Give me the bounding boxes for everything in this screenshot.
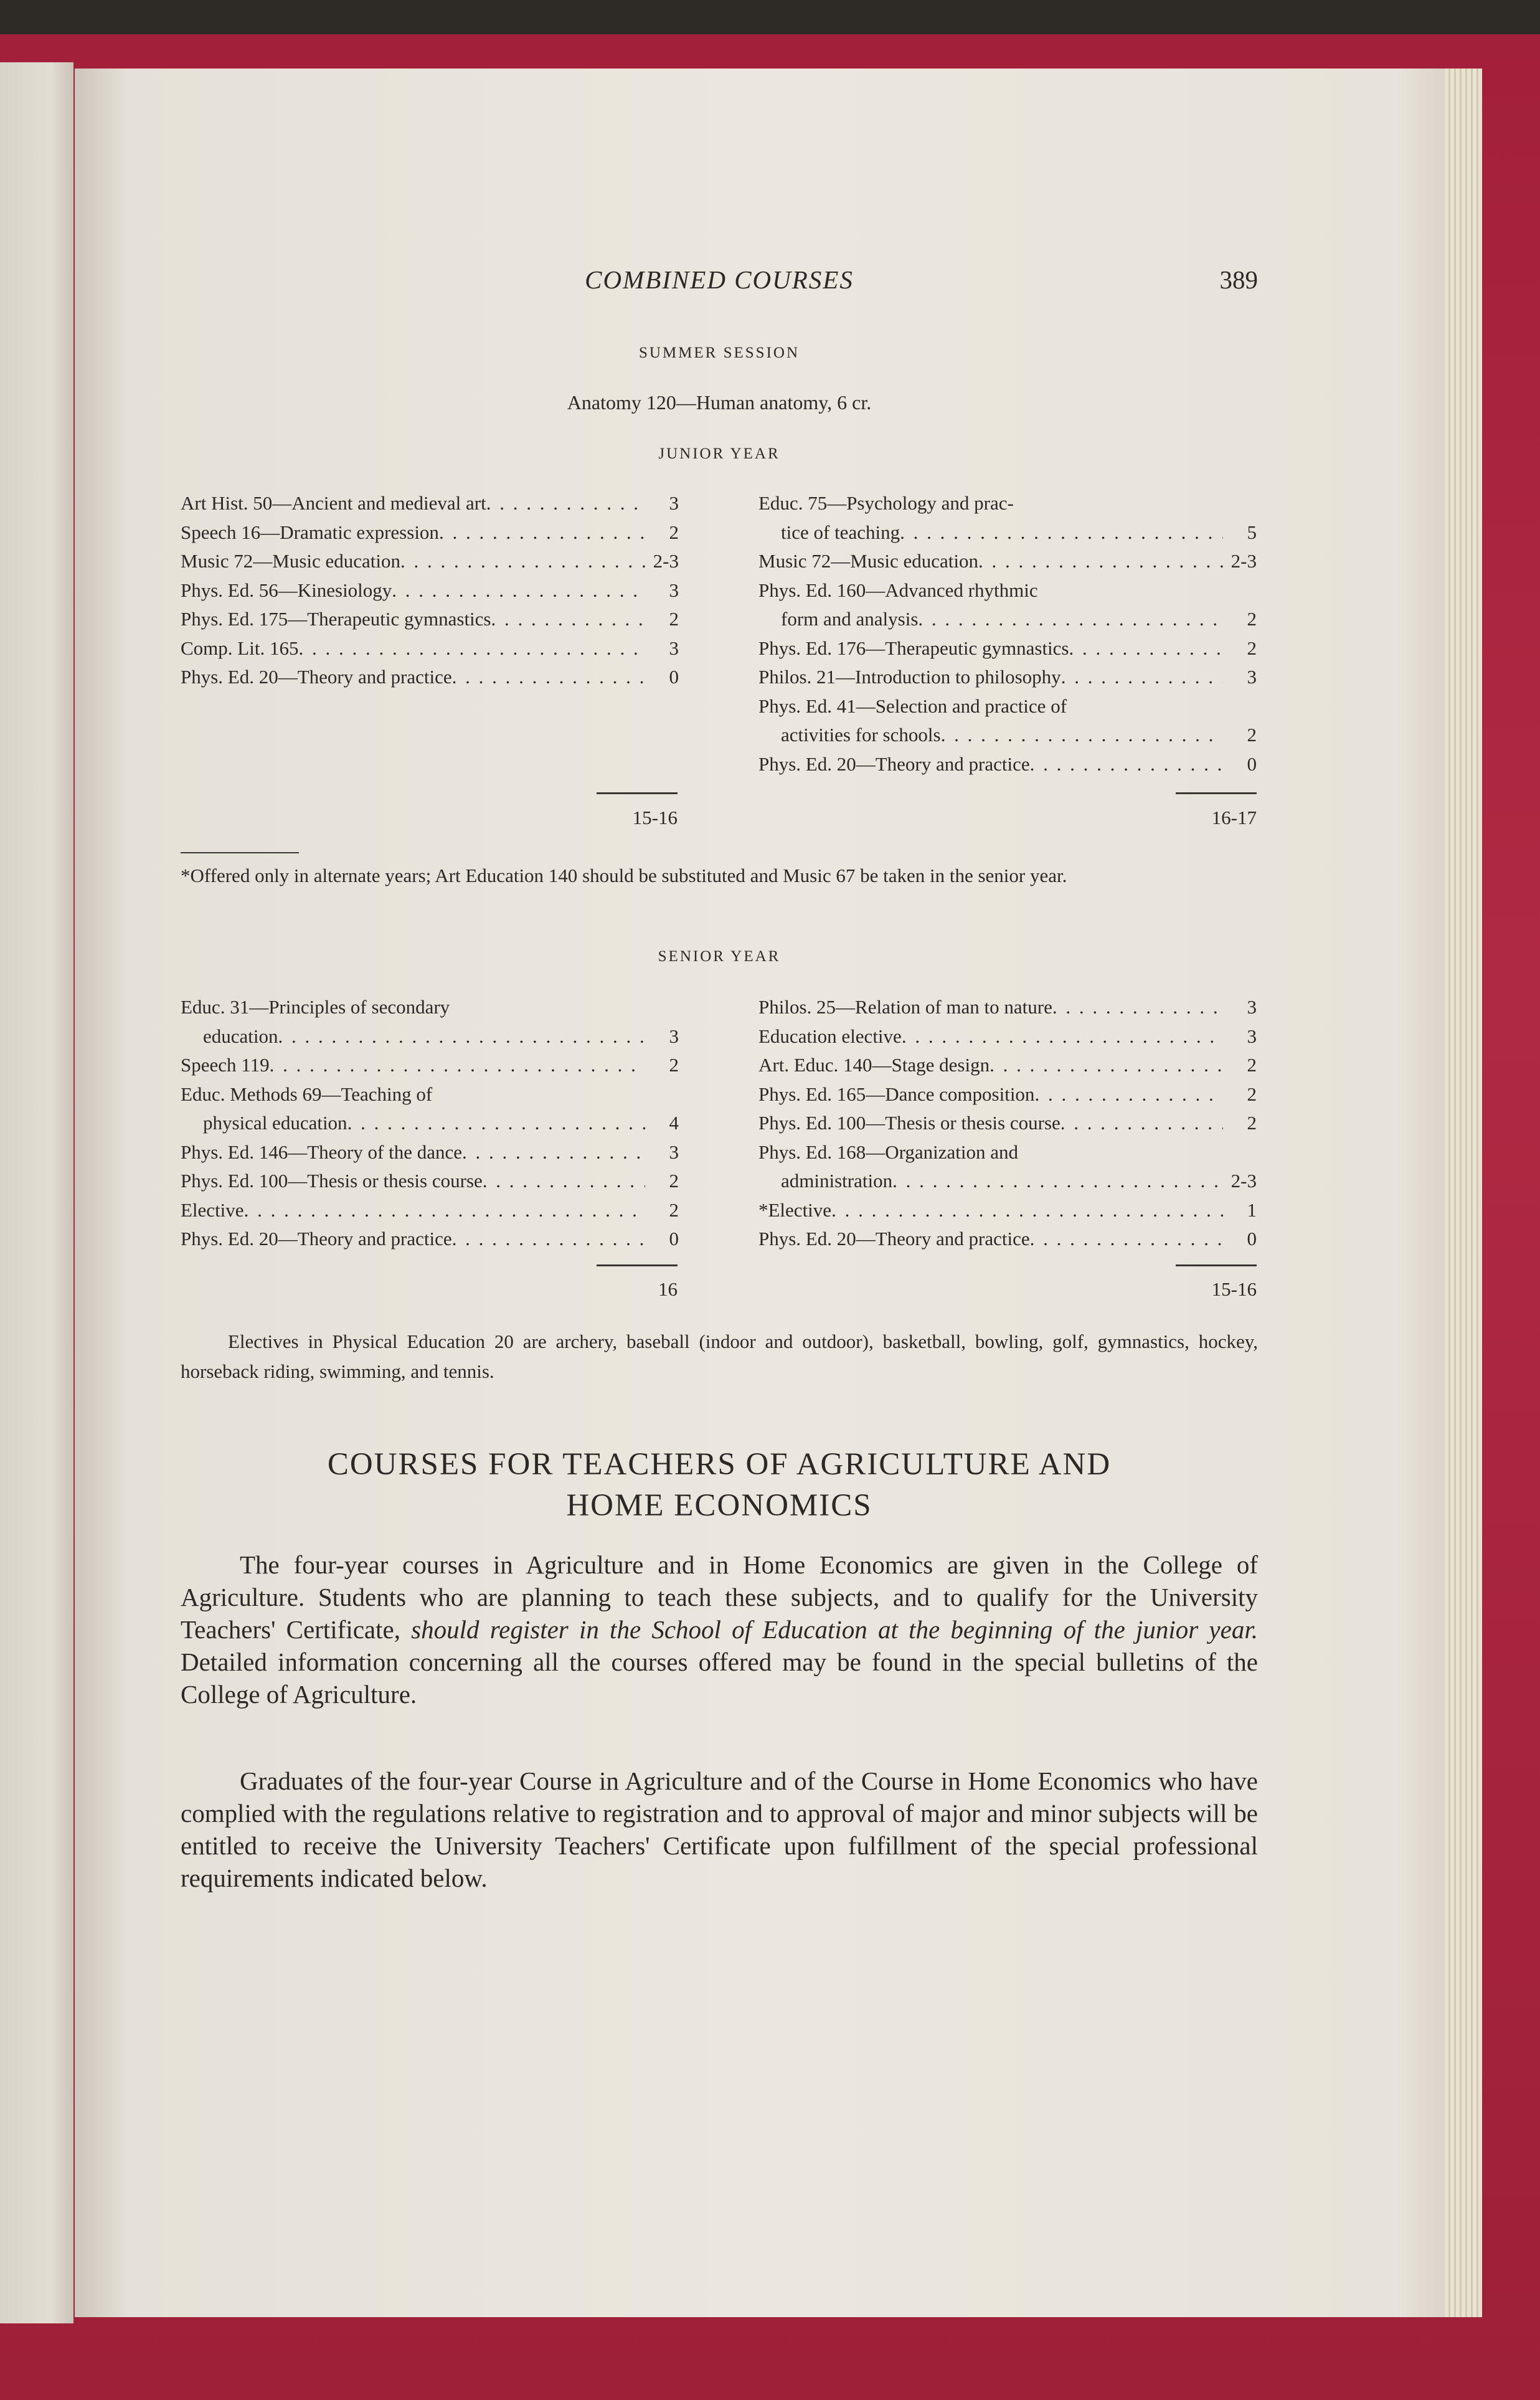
page-number: 389 <box>1219 265 1258 294</box>
dot-leader <box>270 1051 645 1080</box>
dot-leader <box>392 576 645 605</box>
credit-value: 2 <box>1247 724 1257 746</box>
dot-leader <box>892 1167 1223 1196</box>
credit-value: 2-3 <box>1231 1170 1257 1192</box>
dot-leader <box>347 1109 645 1138</box>
course-line <box>181 663 679 692</box>
course-title: Elective <box>181 1198 244 1221</box>
credit-value: 2 <box>1247 637 1257 659</box>
credit-value: 2 <box>669 521 679 543</box>
dot-leader <box>452 663 645 692</box>
course-title: Phys. Ed. 165—Dance composition <box>758 1083 1035 1105</box>
course-title: Music 72—Music education <box>758 550 979 572</box>
course-line <box>758 750 1257 779</box>
dot-leader <box>1030 750 1223 779</box>
course-title: form and analysis <box>781 608 919 630</box>
course-line <box>181 634 679 663</box>
course-line <box>758 1196 1257 1225</box>
credit-value: 2 <box>1247 608 1257 630</box>
section-heading-line2: HOME ECONOMICS <box>566 1488 872 1523</box>
paragraph-1-end: Detailed information concerning all the courses offered may be found in the special bulletins of the College of Agriculture. <box>181 1648 1258 1709</box>
credit-value: 3 <box>669 492 679 514</box>
senior-left-total: 16 <box>658 1278 678 1300</box>
course-line <box>758 518 1257 548</box>
dot-leader <box>298 634 645 663</box>
course-line <box>758 489 1257 518</box>
credit-value: 0 <box>669 666 679 688</box>
course-title: Phys. Ed. 175—Therapeutic gymnastics <box>181 608 491 630</box>
course-line <box>758 1022 1257 1051</box>
course-line <box>181 576 679 605</box>
course-title: Art Hist. 50—Ancient and medieval art <box>181 492 486 514</box>
page-header <box>181 265 1258 302</box>
course-title: Phys. Ed. 56—Kinesiology <box>181 579 392 601</box>
junior-left-total-rule <box>597 792 678 794</box>
course-line <box>181 993 679 1022</box>
course-title: Speech 119 <box>181 1054 270 1076</box>
course-line <box>758 605 1257 634</box>
course-title: Phys. Ed. 168—Organization and <box>758 1141 1019 1163</box>
dot-leader <box>439 518 645 548</box>
dot-leader <box>400 547 645 576</box>
credit-value: 3 <box>669 1141 679 1163</box>
course-title: physical education <box>203 1112 347 1134</box>
dot-leader <box>1052 993 1223 1022</box>
paragraph-1 <box>181 1549 1258 1710</box>
dot-leader <box>1061 663 1223 692</box>
course-line <box>181 1196 679 1225</box>
credit-value: 1 <box>1247 1198 1257 1221</box>
course-title: Educ. 31—Principles of secondary <box>181 996 450 1018</box>
junior-right-total-rule <box>1176 792 1257 794</box>
course-title: activities for schools <box>781 724 941 746</box>
course-title: Phys. Ed. 100—Thesis or thesis course <box>758 1112 1061 1134</box>
course-line <box>181 547 679 576</box>
course-title: Philos. 21—Introduction to philosophy <box>758 666 1061 688</box>
credit-value: 0 <box>1247 1228 1257 1250</box>
course-line <box>758 1225 1257 1254</box>
dot-leader <box>900 518 1223 548</box>
course-line <box>758 721 1257 750</box>
section-heading <box>181 1444 1258 1526</box>
course-line <box>181 605 679 634</box>
course-line <box>758 634 1257 663</box>
course-title: Music 72—Music education <box>181 550 401 572</box>
dot-leader <box>902 1022 1223 1051</box>
senior-right-column <box>758 993 1257 1254</box>
credit-value: 2-3 <box>653 550 679 572</box>
course-line <box>181 489 679 518</box>
course-title: Phys. Ed. 20—Theory and practice <box>181 1228 452 1250</box>
dot-leader <box>1034 1080 1223 1109</box>
course-line <box>758 993 1257 1022</box>
dot-leader <box>244 1196 645 1225</box>
credit-value: 3 <box>1247 996 1257 1018</box>
course-title: Speech 16—Dramatic expression <box>181 521 439 543</box>
credit-value: 5 <box>1247 521 1257 543</box>
running-title: COMBINED COURSES <box>585 265 854 294</box>
facing-page-edge <box>0 62 73 2323</box>
course-line <box>758 1109 1257 1138</box>
course-title: Educ. 75—Psychology and prac- <box>758 492 1014 514</box>
course-title: education <box>203 1025 278 1047</box>
course-title: Educ. Methods 69—Teaching of <box>181 1083 433 1105</box>
page-edges <box>1445 69 1482 2317</box>
credit-value: 2 <box>1247 1083 1257 1105</box>
course-line <box>181 1167 679 1196</box>
credit-value: 4 <box>669 1112 679 1134</box>
course-line <box>181 1225 679 1254</box>
dot-leader <box>452 1225 645 1254</box>
course-line <box>758 1051 1257 1080</box>
course-title: Phys. Ed. 20—Theory and practice <box>181 666 452 688</box>
credit-value: 2 <box>669 1170 679 1192</box>
credit-value: 3 <box>669 637 679 659</box>
course-line <box>181 1022 679 1051</box>
junior-left-total: 15-16 <box>632 807 678 828</box>
dot-leader <box>483 1167 645 1196</box>
course-title: Phys. Ed. 100—Thesis or thesis course <box>181 1170 483 1192</box>
credit-value: 2 <box>669 608 679 630</box>
section-heading-line1: COURSES FOR TEACHERS OF AGRICULTURE AND <box>327 1447 1112 1482</box>
electives-note: Electives in Physical Education 20 are archery, baseball (indoor and outdoor), basketball, bowling, golf, gymnastics, hockey, horseback riding, swimming, and tennis. <box>181 1330 1258 1382</box>
paragraph-2: Graduates of the four-year Course in Agriculture and of the Course in Home Economics who have complied with the regulations relative to registration and to approval of major and minor subjects will be entitled to receive the University Teachers' Certificate upon fulfillment of the special professional requirements indicated below. <box>181 1767 1258 1892</box>
course-title: tice of teaching <box>781 521 900 543</box>
dot-leader <box>1030 1225 1223 1254</box>
senior-left-total-rule <box>597 1264 678 1266</box>
credit-value: 2 <box>1247 1112 1257 1134</box>
senior-left-column <box>181 993 679 1254</box>
credit-value: 2 <box>669 1054 679 1076</box>
credit-value: 0 <box>669 1228 679 1250</box>
dot-leader <box>278 1022 645 1051</box>
senior-right-total: 15-16 <box>1211 1278 1257 1300</box>
credit-value: 2-3 <box>1231 550 1257 572</box>
course-title: Philos. 25—Relation of man to nature <box>758 996 1052 1018</box>
course-line <box>758 1080 1257 1109</box>
dot-leader <box>1069 634 1224 663</box>
senior-year-heading: SENIOR YEAR <box>658 948 781 965</box>
credit-value: 0 <box>1247 752 1257 775</box>
course-line <box>181 518 679 548</box>
junior-left-column <box>181 489 679 692</box>
dot-leader <box>978 547 1223 576</box>
course-line <box>181 1080 679 1109</box>
credit-value: 3 <box>669 579 679 601</box>
footnote-rule <box>181 852 299 853</box>
course-title: Phys. Ed. 160—Advanced rhythmic <box>758 579 1038 601</box>
footnote: *Offered only in alternate years; Art Education 140 should be substituted and Music 67 be taken in the senior year. <box>181 865 1067 886</box>
dot-leader <box>831 1196 1223 1225</box>
course-title: Phys. Ed. 146—Theory of the dance <box>181 1141 462 1163</box>
course-line <box>758 1167 1257 1196</box>
course-line <box>758 1138 1257 1167</box>
junior-right-column <box>758 489 1257 779</box>
summer-session-heading: SUMMER SESSION <box>638 344 800 361</box>
course-title: Phys. Ed. 20—Theory and practice <box>758 1228 1030 1250</box>
summer-session-course: Anatomy 120—Human anatomy, 6 cr. <box>567 391 872 414</box>
course-line <box>758 576 1257 605</box>
dot-leader <box>918 605 1223 634</box>
course-title: *Elective <box>758 1198 832 1221</box>
course-title: Comp. Lit. 165 <box>181 637 299 659</box>
credit-value: 2 <box>669 1198 679 1221</box>
paragraph-1-start: The four-year courses in Agriculture and in Home Economics are given in the College of Agriculture. Students who are planning to teach these subjects, and to qualify for the University Teachers' Certificate, <box>181 1550 1258 1644</box>
course-title: Phys. Ed. 176—Therapeutic gymnastics <box>758 637 1069 659</box>
course-line <box>758 663 1257 692</box>
credit-value: 3 <box>669 1025 679 1047</box>
dot-leader <box>462 1138 645 1167</box>
course-line <box>181 1138 679 1167</box>
credit-value: 3 <box>1247 1025 1257 1047</box>
senior-right-total-rule <box>1176 1264 1257 1266</box>
course-line <box>758 692 1257 721</box>
dot-leader <box>486 489 645 518</box>
course-line <box>758 547 1257 576</box>
course-title: Phys. Ed. 41—Selection and practice of <box>758 695 1067 717</box>
course-line <box>181 1109 679 1138</box>
junior-year-heading: JUNIOR YEAR <box>658 445 780 462</box>
course-title: Art. Educ. 140—Stage design <box>758 1054 990 1076</box>
junior-right-total: 16-17 <box>1211 807 1257 828</box>
course-title: administration <box>781 1170 893 1192</box>
dot-leader <box>941 721 1223 750</box>
credit-value: 3 <box>1247 666 1257 688</box>
course-line <box>181 1051 679 1080</box>
paragraph-1-italic: should register in the School of Education at the beginning of the junior year. <box>411 1615 1258 1644</box>
dot-leader <box>990 1051 1223 1080</box>
dot-leader <box>491 605 646 634</box>
course-title: Education elective <box>758 1025 902 1047</box>
course-title: Phys. Ed. 20—Theory and practice <box>758 752 1030 775</box>
credit-value: 2 <box>1247 1054 1257 1076</box>
dot-leader <box>1061 1109 1223 1138</box>
